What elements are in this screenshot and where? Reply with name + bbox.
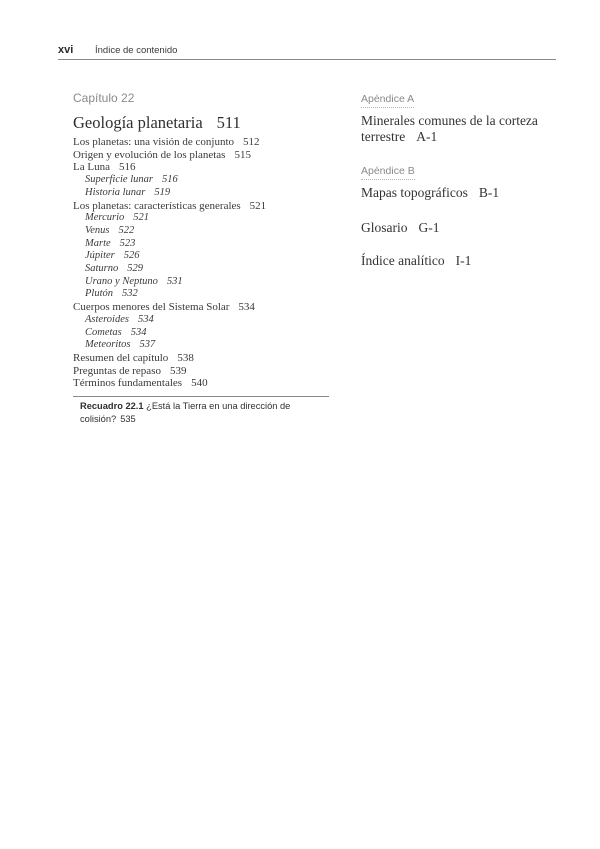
chapter-label: Capítulo 22 bbox=[73, 91, 135, 105]
toc-entry-text: Júpiter bbox=[85, 250, 115, 262]
page-header bbox=[58, 44, 556, 60]
chapter-title[interactable] bbox=[73, 113, 329, 133]
toc-entry-text: Superficie lunar bbox=[85, 174, 153, 186]
toc-entry-page: 521 bbox=[133, 212, 150, 224]
toc-entry-text: Venus bbox=[85, 224, 110, 236]
toc-entry-page: 526 bbox=[123, 250, 140, 262]
toc-entry-page: 515 bbox=[234, 148, 251, 161]
box-rule bbox=[73, 396, 329, 397]
glossary-entry[interactable] bbox=[361, 220, 561, 236]
toc-subentry[interactable] bbox=[73, 250, 329, 263]
chapter-title-text: Geología planetaria bbox=[73, 113, 203, 132]
toc-entry[interactable] bbox=[73, 365, 329, 378]
appendices-column bbox=[361, 89, 561, 269]
header-rule bbox=[58, 59, 556, 60]
toc-entry-text: Los planetas: características generales bbox=[73, 199, 241, 212]
toc-entry-page: 522 bbox=[118, 224, 135, 236]
toc-entry-text: Marte bbox=[85, 237, 111, 249]
glossary-page: G-1 bbox=[418, 219, 440, 235]
toc-entry-page: 537 bbox=[139, 339, 156, 351]
chapter-22-section bbox=[73, 90, 329, 390]
toc-entry-text: Meteoritos bbox=[85, 339, 131, 351]
toc-entry-text: Plutón bbox=[85, 288, 113, 300]
index-title: Índice analítico bbox=[361, 253, 445, 268]
toc-subentry[interactable] bbox=[73, 276, 329, 289]
running-head: Índice de contenido bbox=[95, 45, 178, 56]
box-text-line2: colisión? bbox=[80, 414, 117, 424]
toc-subentry[interactable] bbox=[73, 327, 329, 340]
toc-subentry[interactable] bbox=[73, 187, 329, 200]
toc-entry-page: 534 bbox=[130, 326, 147, 338]
toc-entry-page: 519 bbox=[154, 186, 171, 198]
index-entry[interactable] bbox=[361, 253, 561, 269]
toc-entry-text: Urano y Neptuno bbox=[85, 275, 158, 287]
box-text-line1: ¿Está la Tierra en una dirección de bbox=[146, 401, 291, 411]
toc-entries bbox=[73, 136, 329, 390]
toc-entry-page: 516 bbox=[118, 161, 136, 174]
toc-entry-page: 534 bbox=[238, 301, 255, 314]
appendix-b-title-text: Mapas topográficos bbox=[361, 185, 468, 200]
toc-subentry[interactable] bbox=[73, 174, 329, 187]
appendix-a-title-line1: Minerales comunes de la corteza bbox=[361, 113, 538, 128]
toc-entry-page: 516 bbox=[161, 174, 178, 186]
appendix-a-title[interactable] bbox=[361, 113, 561, 144]
toc-subentry[interactable] bbox=[73, 339, 329, 352]
toc-entry-text: Historia lunar bbox=[85, 186, 146, 198]
appendix-a bbox=[361, 89, 561, 144]
toc-entry-text: Resumen del capítulo bbox=[73, 351, 169, 364]
toc-entry[interactable] bbox=[73, 301, 329, 314]
toc-entry-page: 512 bbox=[243, 136, 260, 148]
toc-entry-text: Los planetas: una visión de conjunto bbox=[73, 136, 234, 148]
toc-subentry[interactable] bbox=[73, 238, 329, 251]
toc-entry[interactable] bbox=[73, 149, 329, 162]
box-page: 535 bbox=[120, 414, 136, 424]
toc-entry[interactable] bbox=[73, 200, 329, 213]
toc-subentry[interactable] bbox=[73, 212, 329, 225]
appendix-b-label: Apéndice B bbox=[361, 164, 415, 180]
index-page: I-1 bbox=[455, 253, 472, 268]
toc-subentry[interactable] bbox=[73, 225, 329, 238]
toc-entry-text: Asteroides bbox=[85, 313, 129, 325]
toc-entry-text: Términos fundamentales bbox=[73, 377, 183, 390]
appendix-a-page: A-1 bbox=[416, 128, 438, 144]
toc-entry-text: Cuerpos menores del Sistema Solar bbox=[73, 301, 230, 314]
toc-subentry[interactable] bbox=[73, 263, 329, 276]
toc-entry[interactable] bbox=[73, 161, 329, 174]
toc-entry-text: La Luna bbox=[73, 161, 110, 174]
toc-entry-text: Preguntas de repaso bbox=[73, 364, 161, 377]
glossary-title: Glosario bbox=[361, 219, 408, 235]
chapter-title-page: 511 bbox=[216, 113, 241, 132]
toc-entry-page: 521 bbox=[249, 199, 267, 212]
toc-subentry[interactable] bbox=[73, 288, 329, 301]
appendix-a-title-line2: terrestre bbox=[361, 128, 406, 144]
page-number: xvi bbox=[58, 44, 74, 56]
appendix-b-title[interactable] bbox=[361, 185, 561, 201]
toc-entry-page: 523 bbox=[119, 237, 136, 249]
feature-box-entry[interactable] bbox=[80, 400, 315, 426]
toc-entry-page: 538 bbox=[177, 351, 194, 364]
toc-entry-text: Origen y evolución de los planetas bbox=[73, 148, 226, 161]
toc-entry-page: 540 bbox=[191, 377, 208, 390]
toc-entry-page: 531 bbox=[166, 275, 183, 287]
toc-entry-text: Mercurio bbox=[85, 212, 125, 224]
toc-entry-page: 534 bbox=[137, 313, 154, 325]
toc-entry-page: 539 bbox=[169, 364, 187, 377]
box-label: Recuadro 22.1 bbox=[80, 401, 144, 411]
appendix-b-page: B-1 bbox=[478, 185, 500, 200]
appendix-b bbox=[361, 161, 561, 201]
toc-entry-text: Saturno bbox=[85, 263, 119, 275]
toc-entry-page: 532 bbox=[122, 288, 138, 300]
toc-entry-text: Cometas bbox=[85, 326, 122, 338]
toc-subentry[interactable] bbox=[73, 314, 329, 327]
toc-entry[interactable] bbox=[73, 352, 329, 365]
toc-entry[interactable] bbox=[73, 377, 329, 390]
toc-entry[interactable] bbox=[73, 136, 329, 149]
toc-entry-page: 529 bbox=[127, 263, 144, 275]
appendix-a-label: Apéndice A bbox=[361, 92, 414, 108]
